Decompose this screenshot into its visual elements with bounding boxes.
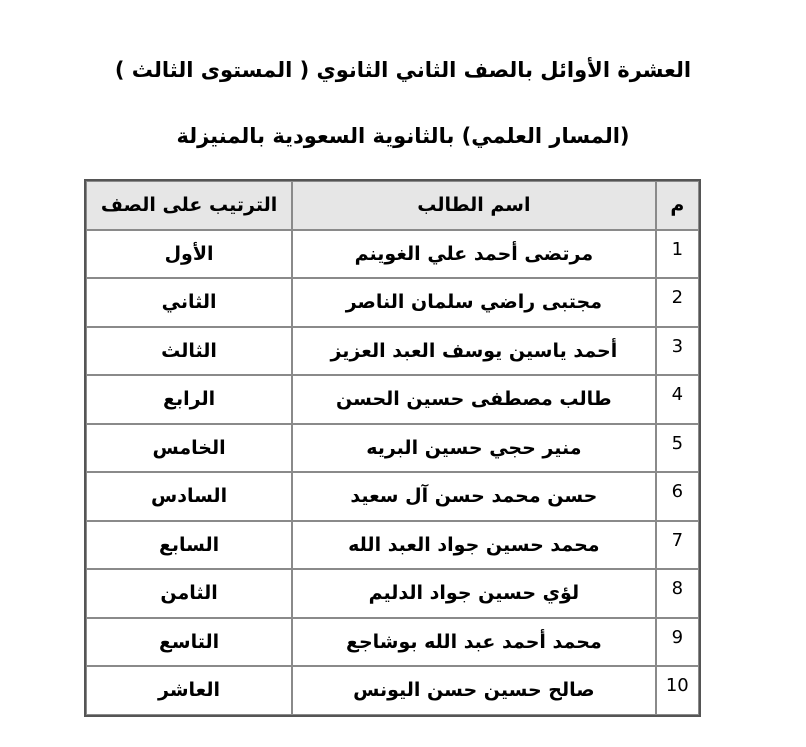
document-title: العشرة الأوائل بالصف الثاني الثانوي ( المستوى الثالث ) [114, 58, 692, 82]
top-ten-table [84, 179, 701, 717]
row-number: 4 [656, 375, 699, 424]
class-rank: الرابع [86, 375, 292, 424]
table-row [86, 424, 699, 473]
class-rank: التاسع [86, 618, 292, 667]
table-row [86, 230, 699, 279]
table-header-row [86, 181, 699, 230]
class-rank: الأول [86, 230, 292, 279]
class-rank: السابع [86, 521, 292, 570]
table-row [86, 472, 699, 521]
table-body [86, 230, 699, 715]
student-name: منير حجي حسين البريه [292, 424, 656, 473]
student-name: صالح حسين حسن اليونس [292, 666, 656, 715]
row-number: 7 [656, 521, 699, 570]
class-rank: السادس [86, 472, 292, 521]
class-rank: العاشر [86, 666, 292, 715]
class-rank: الثالث [86, 327, 292, 376]
student-name: حسن محمد حسن آل سعيد [292, 472, 656, 521]
row-number: 6 [656, 472, 699, 521]
row-number: 5 [656, 424, 699, 473]
table-row [86, 666, 699, 715]
row-number: 8 [656, 569, 699, 618]
student-name: أحمد ياسين يوسف العبد العزيز [292, 327, 656, 376]
row-number: 3 [656, 327, 699, 376]
table-row [86, 569, 699, 618]
row-number: 1 [656, 230, 699, 279]
student-name: محمد حسين جواد العبد الله [292, 521, 656, 570]
student-name: لؤي حسين جواد الدليم [292, 569, 656, 618]
header-student-name: اسم الطالب [292, 181, 656, 230]
student-name: طالب مصطفى حسين الحسن [292, 375, 656, 424]
student-name: مرتضى أحمد علي الغوينم [292, 230, 656, 279]
table-row [86, 327, 699, 376]
table-row [86, 521, 699, 570]
class-rank: الثامن [86, 569, 292, 618]
class-rank: الثاني [86, 278, 292, 327]
row-number: 10 [656, 666, 699, 715]
class-rank: الخامس [86, 424, 292, 473]
header-class-rank: الترتيب على الصف [86, 181, 292, 230]
document-subtitle: (المسار العلمي) بالثانوية السعودية بالمنيزلة [176, 124, 630, 148]
table-row [86, 375, 699, 424]
row-number: 2 [656, 278, 699, 327]
student-name: محمد أحمد عبد الله بوشاجع [292, 618, 656, 667]
row-number: 9 [656, 618, 699, 667]
table-row [86, 278, 699, 327]
table-row [86, 618, 699, 667]
student-name: مجتبى راضي سلمان الناصر [292, 278, 656, 327]
header-number: م [656, 181, 699, 230]
